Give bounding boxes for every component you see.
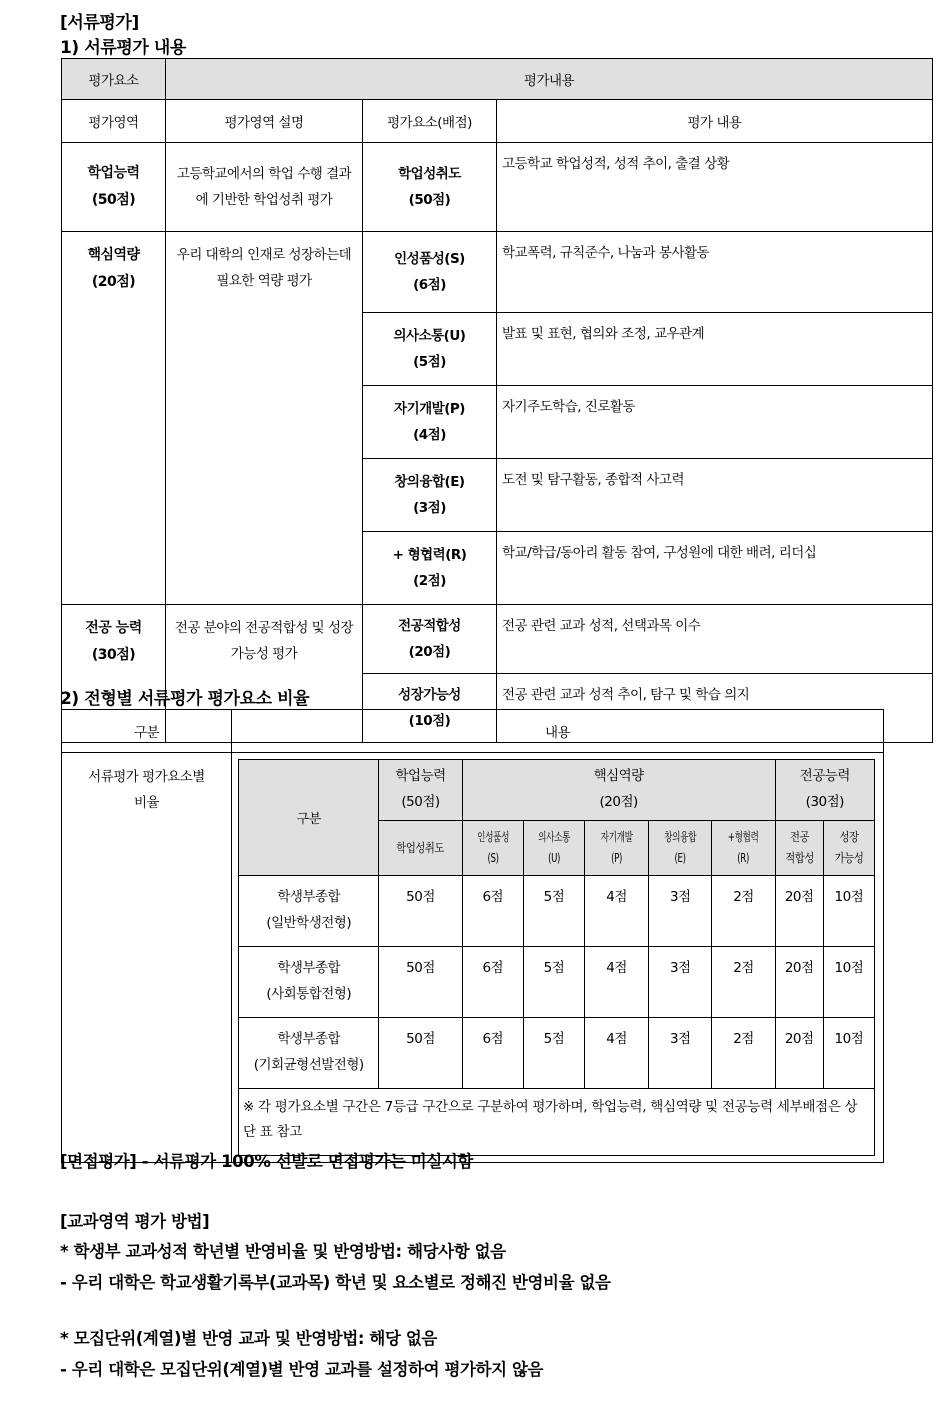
inner-subheader-6-line2: 적합성: [784, 851, 814, 865]
t1-subheader-area-desc: 평가영역 설명: [166, 100, 363, 143]
inner-subheader-1-line1: 인성품성: [476, 830, 509, 844]
section-1-title: 1) 서류평가 내용: [60, 38, 186, 58]
inner-subheader-character: [462, 821, 523, 876]
t1-factor-p-name: 자기개발(P): [394, 400, 465, 417]
inner-row-2-val-0: 50점: [379, 1018, 462, 1089]
t1-area-academic-points: (50점): [91, 192, 136, 208]
inner-header-major: [775, 760, 874, 821]
table-row: [62, 605, 933, 674]
table-row: [62, 59, 933, 100]
inner-header-academic: [379, 760, 462, 821]
t2-row-label-line1: 서류평가 평가요소별: [88, 769, 205, 785]
t1-factor-u-points: (5점): [413, 354, 446, 370]
t1-header-factor: 평가요소: [62, 59, 166, 100]
table-row: [239, 1018, 875, 1089]
inner-header-core-points: (20점): [599, 794, 638, 810]
inner-row-0-val-6: 20점: [775, 876, 823, 947]
inner-row-1-val-4: 3점: [649, 947, 712, 1018]
t1-header-content: 평가내용: [166, 59, 933, 100]
t1-factor-e: [363, 459, 497, 532]
t1-content-major-fit: 전공 관련 교과 성적, 선택과목 이수: [497, 605, 933, 674]
table-row: [239, 876, 875, 947]
inner-row-0-label: [239, 876, 379, 947]
t1-area-major-points: (30점): [91, 647, 136, 664]
inner-subheader-3-line1: 자기개발: [600, 830, 633, 844]
table-row: [239, 760, 875, 821]
inner-row-2-val-7: 10점: [823, 1018, 874, 1089]
inner-header-academic-name: 학업능력: [395, 768, 446, 785]
inner-row-1-val-0: 50점: [379, 947, 462, 1018]
t1-area-academic: [62, 143, 166, 232]
t1-factor-s-points: (6점): [413, 277, 446, 293]
t1-factor-r-points: (2점): [413, 573, 446, 589]
table-row: [239, 1089, 875, 1156]
inner-row-1-val-6: 20점: [775, 947, 823, 1018]
inner-subheader-3-line2: (P): [611, 851, 623, 865]
inner-subheader-cooperation: [712, 821, 775, 876]
inner-header-major-name: 전공능력: [799, 768, 850, 785]
table-row: [62, 100, 933, 143]
inner-subheader-6-line1: 전공: [789, 830, 809, 844]
table-row: [239, 947, 875, 1018]
inner-subheader-growth-potential: [823, 821, 874, 876]
inner-subheader-4-line2: (E): [674, 851, 686, 865]
inner-row-2-val-6: 20점: [775, 1018, 823, 1089]
t1-content-academic: 고등학교 학업성적, 성적 추이, 출결 상황: [497, 143, 933, 232]
t1-content-e: 도전 및 탐구활동, 종합적 사고력: [497, 459, 933, 532]
t1-factor-s: [363, 232, 497, 313]
t1-factor-p: [363, 386, 497, 459]
document-evaluation-table: [61, 58, 933, 743]
inner-header-academic-points: (50점): [401, 794, 440, 810]
inner-subheader-4-line1: 창의융합: [664, 830, 697, 844]
section-2-title: 2) 전형별 서류평가 평가요소 비율: [60, 689, 310, 709]
inner-row-1-val-5: 2점: [712, 947, 775, 1018]
inner-row-0-val-3: 4점: [585, 876, 649, 947]
inner-row-2-val-4: 3점: [649, 1018, 712, 1089]
t1-subheader-content: 평가 내용: [497, 100, 933, 143]
t1-factor-growth-name: 성장가능성: [398, 686, 461, 703]
t1-factor-academic-points: (50점): [408, 192, 451, 208]
inner-row-2-val-3: 4점: [585, 1018, 649, 1089]
inner-subheader-7-line1: 성장: [839, 830, 859, 844]
subject-area-line-1: * 학생부 교과성적 학년별 반영비율 및 반영방법: 해당사항 없음: [60, 1242, 506, 1261]
table-row: [62, 232, 933, 313]
t1-subheader-area: 평가영역: [62, 100, 166, 143]
t2-row-label: [62, 753, 232, 1163]
t1-factor-p-points: (4점): [413, 427, 446, 443]
t1-factor-major-fit-points: (20점): [408, 644, 451, 660]
inner-subheader-5-line2: (R): [737, 851, 750, 865]
t2-header-division: 구분: [62, 710, 232, 753]
inner-header-core-name: 핵심역량: [593, 768, 644, 785]
t1-factor-major-fit-name: 전공적합성: [398, 617, 461, 634]
t1-area-core-points: (20점): [91, 274, 136, 291]
subject-area-line-3: * 모집단위(계열)별 반영 교과 및 반영방법: 해당 없음: [60, 1329, 437, 1348]
t2-inner-table-cell: [232, 753, 884, 1163]
t1-content-u: 발표 및 표현, 협의와 조정, 교우관계: [497, 313, 933, 386]
table-row: [62, 753, 884, 1163]
t1-factor-e-name: 창의융합(E): [394, 473, 465, 490]
t1-subheader-factor: 평가요소(배점): [363, 100, 497, 143]
inner-subheader-7-line2: 가능성: [834, 851, 864, 865]
inner-row-1-label-line1: 학생부종합: [277, 960, 341, 977]
inner-row-2-label-line1: 학생부종합: [277, 1031, 341, 1048]
t1-factor-academic-name: 학업성취도: [398, 165, 461, 182]
t1-area-major-name: 전공 능력: [85, 620, 142, 636]
inner-row-1-label-line2: (사회통합전형): [266, 986, 352, 1002]
inner-subheader-communication: [523, 821, 584, 876]
page-title: [서류평가]: [60, 13, 139, 33]
inner-row-1-label: [239, 947, 379, 1018]
t1-content-p: 자기주도학습, 진로활동: [497, 386, 933, 459]
inner-subheader-creative-convergence: [649, 821, 712, 876]
t2-header-content: 내용: [232, 710, 884, 753]
t1-area-core: [62, 232, 166, 605]
t1-area-core-name: 핵심역량: [87, 247, 140, 263]
inner-table-note: ※ 각 평가요소별 구간은 7등급 구간으로 구분하여 평가하며, 학업능력, 핵심역량 및 전공능력 세부배점은 상단 표 참고: [239, 1089, 875, 1156]
inner-row-0-val-4: 3점: [649, 876, 712, 947]
t1-factor-s-name: 인성품성(S): [394, 250, 465, 267]
inner-row-0-label-line1: 학생부종합: [277, 889, 341, 906]
inner-header-core: [462, 760, 775, 821]
inner-subheader-5-line1: +형협력: [728, 830, 759, 844]
table-row: [62, 143, 933, 232]
t1-factor-r-name: + 형협력(R): [392, 546, 467, 563]
t1-factor-academic: [363, 143, 497, 232]
inner-subheader-2-line1: 의사소통: [537, 830, 570, 844]
t1-factor-e-points: (3점): [413, 500, 446, 516]
inner-row-0-label-line2: (일반학생전형): [266, 915, 352, 931]
inner-subheader-self-development: [585, 821, 649, 876]
t1-desc-major: 전공 분야의 전공적합성 및 성장가능성 평가: [166, 605, 363, 743]
inner-row-0-val-0: 50점: [379, 876, 462, 947]
table-row: [62, 710, 884, 753]
inner-row-0-val-1: 6점: [462, 876, 523, 947]
t1-factor-growth-points: (10점): [408, 713, 451, 729]
inner-row-0-val-7: 10점: [823, 876, 874, 947]
evaluation-ratio-table: [61, 709, 884, 1163]
t1-factor-major-fit: [363, 605, 497, 674]
t1-desc-core: 우리 대학의 인재로 성장하는데 필요한 역량 평가: [166, 232, 363, 605]
inner-row-1-val-2: 5점: [523, 947, 584, 1018]
inner-header-major-points: (30점): [805, 794, 844, 810]
t1-factor-u-name: 의사소통(U): [393, 327, 466, 344]
inner-row-2-label-line2: (기회균형선발전형): [253, 1057, 364, 1073]
subject-area-line-4: - 우리 대학은 모집단위(계열)별 반영 교과를 설정하여 평가하지 않음: [60, 1360, 544, 1379]
inner-row-1-val-7: 10점: [823, 947, 874, 1018]
interview-evaluation-line: [면접평가] - 서류평가 100% 선발로 면접평가는 미실시함: [60, 1152, 473, 1171]
inner-row-2-val-5: 2점: [712, 1018, 775, 1089]
t2-row-label-line2: 비율: [133, 794, 160, 811]
inner-header-division: 구분: [239, 760, 379, 876]
inner-row-2-val-1: 6점: [462, 1018, 523, 1089]
inner-row-2-val-2: 5점: [523, 1018, 584, 1089]
t1-desc-academic: 고등학교에서의 학업 수행 결과에 기반한 학업성취 평가: [166, 143, 363, 232]
t1-content-r: 학교/학급/동아리 활동 참여, 구성원에 대한 배려, 리더십: [497, 532, 933, 605]
inner-row-0-val-5: 2점: [712, 876, 775, 947]
inner-row-2-label: [239, 1018, 379, 1089]
inner-row-0-val-2: 5점: [523, 876, 584, 947]
subject-area-line-2: - 우리 대학은 학교생활기록부(교과목) 학년 및 요소별로 정해진 반영비율 없음: [60, 1273, 611, 1292]
t1-content-growth: 전공 관련 교과 성적 추이, 탐구 및 학습 의지: [497, 674, 933, 743]
t1-factor-r: [363, 532, 497, 605]
inner-subheader-2-line2: (U): [547, 851, 560, 865]
inner-subheader-academic-achievement: [379, 821, 462, 876]
t1-area-academic-name: 학업능력: [87, 164, 140, 181]
inner-row-1-val-1: 6점: [462, 947, 523, 1018]
subject-area-title: [교과영역 평가 방법]: [60, 1212, 210, 1231]
inner-subheader-major-fit: [775, 821, 823, 876]
inner-subheader-1-line2: (S): [487, 851, 499, 865]
inner-row-1-val-3: 4점: [585, 947, 649, 1018]
inner-subheader-0-line1: 학업성취도: [396, 840, 445, 855]
ratio-detail-table: [238, 759, 875, 1156]
t1-factor-u: [363, 313, 497, 386]
t1-content-s: 학교폭력, 규칙준수, 나눔과 봉사활동: [497, 232, 933, 313]
